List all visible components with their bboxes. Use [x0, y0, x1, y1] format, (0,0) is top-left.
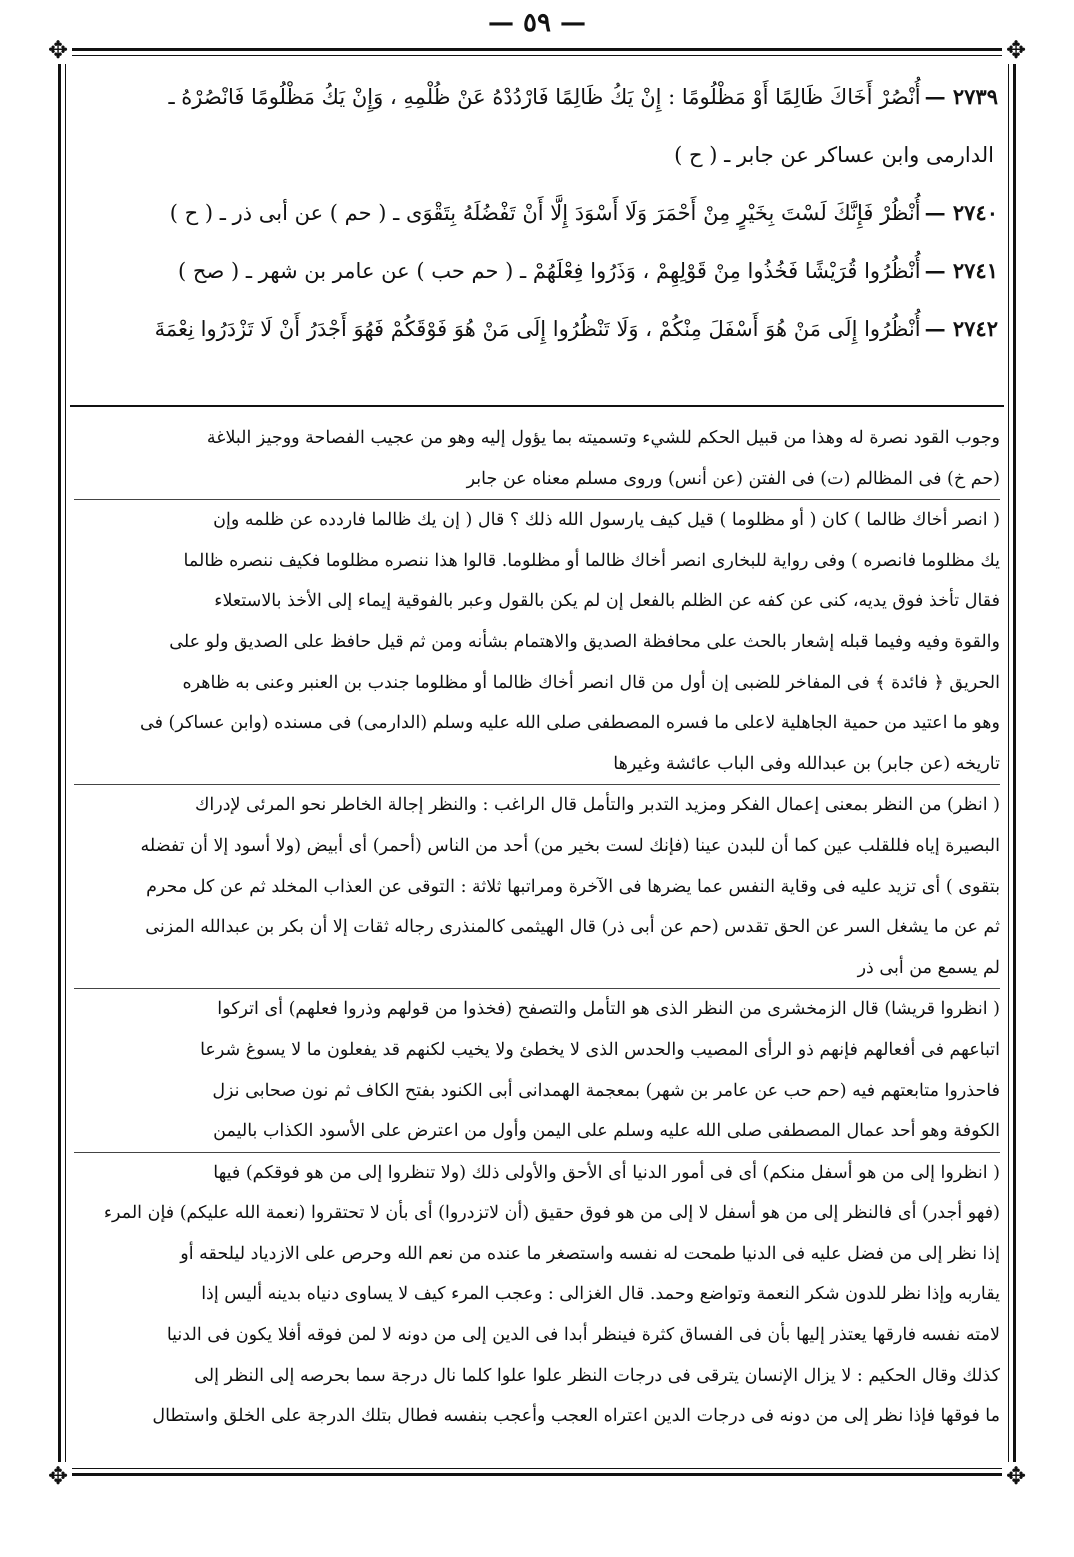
commentary-line: ثم عن ما يشغل السر عن الحق تقدس (حم عن أبى ذر) قال الهيثمى كالمنذرى رجاله ثقات إلا أن بكر بن عبدالله المزنى — [145, 917, 1000, 938]
hadith-text: أُنْظُرُوا قُرَيْشًا فَخُذُوا مِنْ قَوْلِهِمْ ، وَذَرُوا فِعْلَهُمْ ـ ( حم حب ) عن عامر بن شهر ـ ( صح ) — [178, 259, 921, 283]
hadith-entry — [68, 68, 1006, 126]
commentary-line: إذا نظر إلى من فضل عليه فى الدنيا طمحت له نفسه واستصغر ما عنده من نعم الله وحرص على الازدياد ليلحقه أو — [180, 1243, 1000, 1264]
commentary-line: يك مظلوما فانصره ) وفى رواية للبخارى انصر أخاك ظالما أو مظلوما. قالوا هذا ننصره مظلوما فكيف ننصره ظالما — [183, 550, 1000, 571]
commentary-line: لامته نفسه فارقها يعتذر إليها بأن فى الفساق كثرة فينظر أبدا فى الدين إلى من دونه لا لمن فوقه أفلا يكون فى الدنيا — [166, 1325, 1000, 1346]
commentary-line: اتباعهم فى أفعالهم فإنهم ذو الرأى المصيب والحدس الذى لا يخطئ ولا يخيب لكنهم قد يفعلون ما لا يسوغ شرعا — [200, 1039, 1000, 1060]
hadith-text: أُنْظُرُوا إِلَى مَنْ هُوَ أَسْفَلَ مِنْكُمْ ، وَلَا تَنْظُرُوا إِلَى مَنْ هُوَ فَوْقَكُمْ فَهُوَ أَجْدَرُ أَنْ لَا تَزْدَرُوا نِعْمَةَ — [154, 317, 921, 341]
hadith-number: ٢٧٣٩ — — [924, 84, 998, 109]
hadith-number: ٢٧٤١ — — [924, 258, 998, 283]
commentary-line: فاحذروا متابعتهم فيه (حم حب عن عامر بن شهر) بمعجمة الهمدانى أبى الكنود بفتح الكاف ثم نون صحابى نزل — [212, 1080, 1000, 1101]
commentary-line: ( انظروا إلى من هو أسفل منكم) أى فى أمور الدنيا أى الأحق والأولى ذلك (ولا تنظروا إلى من هو فوقكم) فيها — [74, 1152, 1000, 1194]
hadith-entry — [68, 242, 1006, 300]
section-divider — [70, 405, 1004, 407]
commentary-line: ( انظروا قريشا) قال الزمخشرى من النظر الذى هو التأمل والتصفح (فخذوا من قولهم وذروا فعلهم) أى اتركوا — [74, 988, 1000, 1030]
commentary-line: الحريق ﴿ فائدة ﴾ فى المفاخر للضبى إن أول من قال انصر أخاك ظالما أو مظلوما جندب بن العنبر وعنى به ظاهره — [182, 672, 1000, 693]
commentary-line: وهو ما اعتيد من حمية الجاهلية لاعلى ما فسره المصطفى صلى الله عليه وسلم (الدارمى) فى مسنده (وابن عساكر) فى — [140, 713, 1000, 734]
floral-ornament-icon: ✥ — [1002, 36, 1030, 64]
hadith-section — [68, 68, 1006, 358]
commentary-line: ( انصر أخاك ظالما ) كان ( أو مظلوما ) قيل كيف يارسول الله ذلك ؟ قال ( إن يك ظالما فاردده عن ظلمه وإن — [74, 499, 1000, 541]
commentary-line: ( انظر) من النظر بمعنى إعمال الفكر ومزيد التدبر والتأمل قال الراغب : والنظر إجالة الخاطر نحو المرئى لإدراك — [74, 784, 1000, 826]
commentary-line: الكوفة وهو أحد عمال المصطفى صلى الله عليه وسلم على اليمن وأول من اعترض على الأسود الكذاب باليمن — [213, 1121, 1000, 1142]
hadith-entry — [68, 126, 1006, 184]
commentary-line: (حم خ) فى المظالم (ت) فى الفتن (عن أنس) وروى مسلم معناه عن جابر — [466, 468, 1000, 489]
hadith-text: أُنْصُرْ أَخَاكَ ظَالِمًا أَوْ مَظْلُومًا : إِنْ يَكُ ظَالِمًا فَارْدُدْهُ عَنْ ظُلْمِهِ ، وَإِنْ يَكُ مَظْلُومًا فَانْصُرْهُ ـ — [168, 85, 921, 109]
hadith-text: أُنْظُرْ فَإِنَّكَ لَسْتَ بِخَيْرٍ مِنْ أَحْمَرَ وَلَا أَسْوَدَ إِلَّا أَنْ تَفْضُلَهُ بِتَقْوَى ـ ( حم ) عن أبى ذر ـ ( ح ) — [169, 201, 921, 225]
commentary-line: ما فوقها فإذا نظر إلى من دونه فى درجات الدين اعتراه العجب وأعجب بنفسه فطال بتلك الدرجة على الخلق واستطال — [152, 1406, 1000, 1427]
hadith-entry — [68, 300, 1006, 358]
page-number: — ٥٩ — — [487, 8, 587, 38]
commentary-line: تاريخه (عن جابر) بن عبدالله وفى الباب عائشة وغيرها — [613, 753, 1000, 774]
commentary-line: كذلك وقال الحكيم : لا يزال الإنسان يترقى فى درجات النظر علوا علوا كلما نال درجة سما بحرصه إلى النظر إلى — [194, 1365, 1000, 1386]
hadith-number: ٢٧٤٠ — — [924, 200, 998, 225]
hadith-number: ٢٧٤٢ — — [924, 316, 998, 341]
commentary-line: لم يسمع من أبى ذر — [857, 957, 1000, 978]
commentary-line: وجوب القود نصرة له وهذا من قبيل الحكم للشيء وتسميته بما يؤول إليه وهو من عجيب الفصاحة ووجيز البلاغة — [206, 428, 1000, 448]
commentary-line: البصيرة إياه فللقلب عين كما أن للبدن عينا (فإنك لست بخير من) أحد من الناس (أحمر) أى أبيض (ولا أسود إلا أن تفضله — [140, 835, 1000, 856]
commentary-section — [74, 418, 1000, 1437]
hadith-text: الدارمى وابن عساكر عن جابر ـ ( ح ) — [674, 143, 994, 167]
floral-ornament-icon: ✥ — [44, 1462, 72, 1490]
commentary-line: (فهو أجدر) أى فالنظر إلى من هو أسفل لا إلى من هو فوق حقيق (أن لاتزدروا) أى بأن لا تحتقروا (نعمة الله عليكم) فإن المرء — [103, 1203, 1000, 1224]
floral-ornament-icon: ✥ — [44, 36, 72, 64]
commentary-line: بتقوى ) أى تزيد عليه فى وقاية النفس عما يضرها فى الآخرة ومراتبها ثلاثة : التوقى عن العذاب المخلد ثم عن كل محرم — [146, 876, 1000, 897]
floral-ornament-icon: ✥ — [1002, 1462, 1030, 1490]
hadith-entry — [68, 184, 1006, 242]
commentary-line: يقاربه وإذا نظر للدون شكر النعمة وتواضع وحمد. قال الغزالى : وعجب المرء كيف لا يساوى دنياه بدينه أليس إذا — [201, 1284, 1000, 1305]
commentary-line: فقال تأخذ فوق يديه، كنى عن كفه عن الظلم بالفعل إن لم يكن بالقول وعبر بالفوقية إيماء إلى الأخذ بالاستعلاء — [214, 591, 1000, 612]
commentary-line: والقوة وفيه وفيما قبله إشعار بالحث على محافظة الصديق والاهتمام بشأنه ومن ثم قيل حافظ على الصديق ولو على — [169, 631, 1000, 652]
